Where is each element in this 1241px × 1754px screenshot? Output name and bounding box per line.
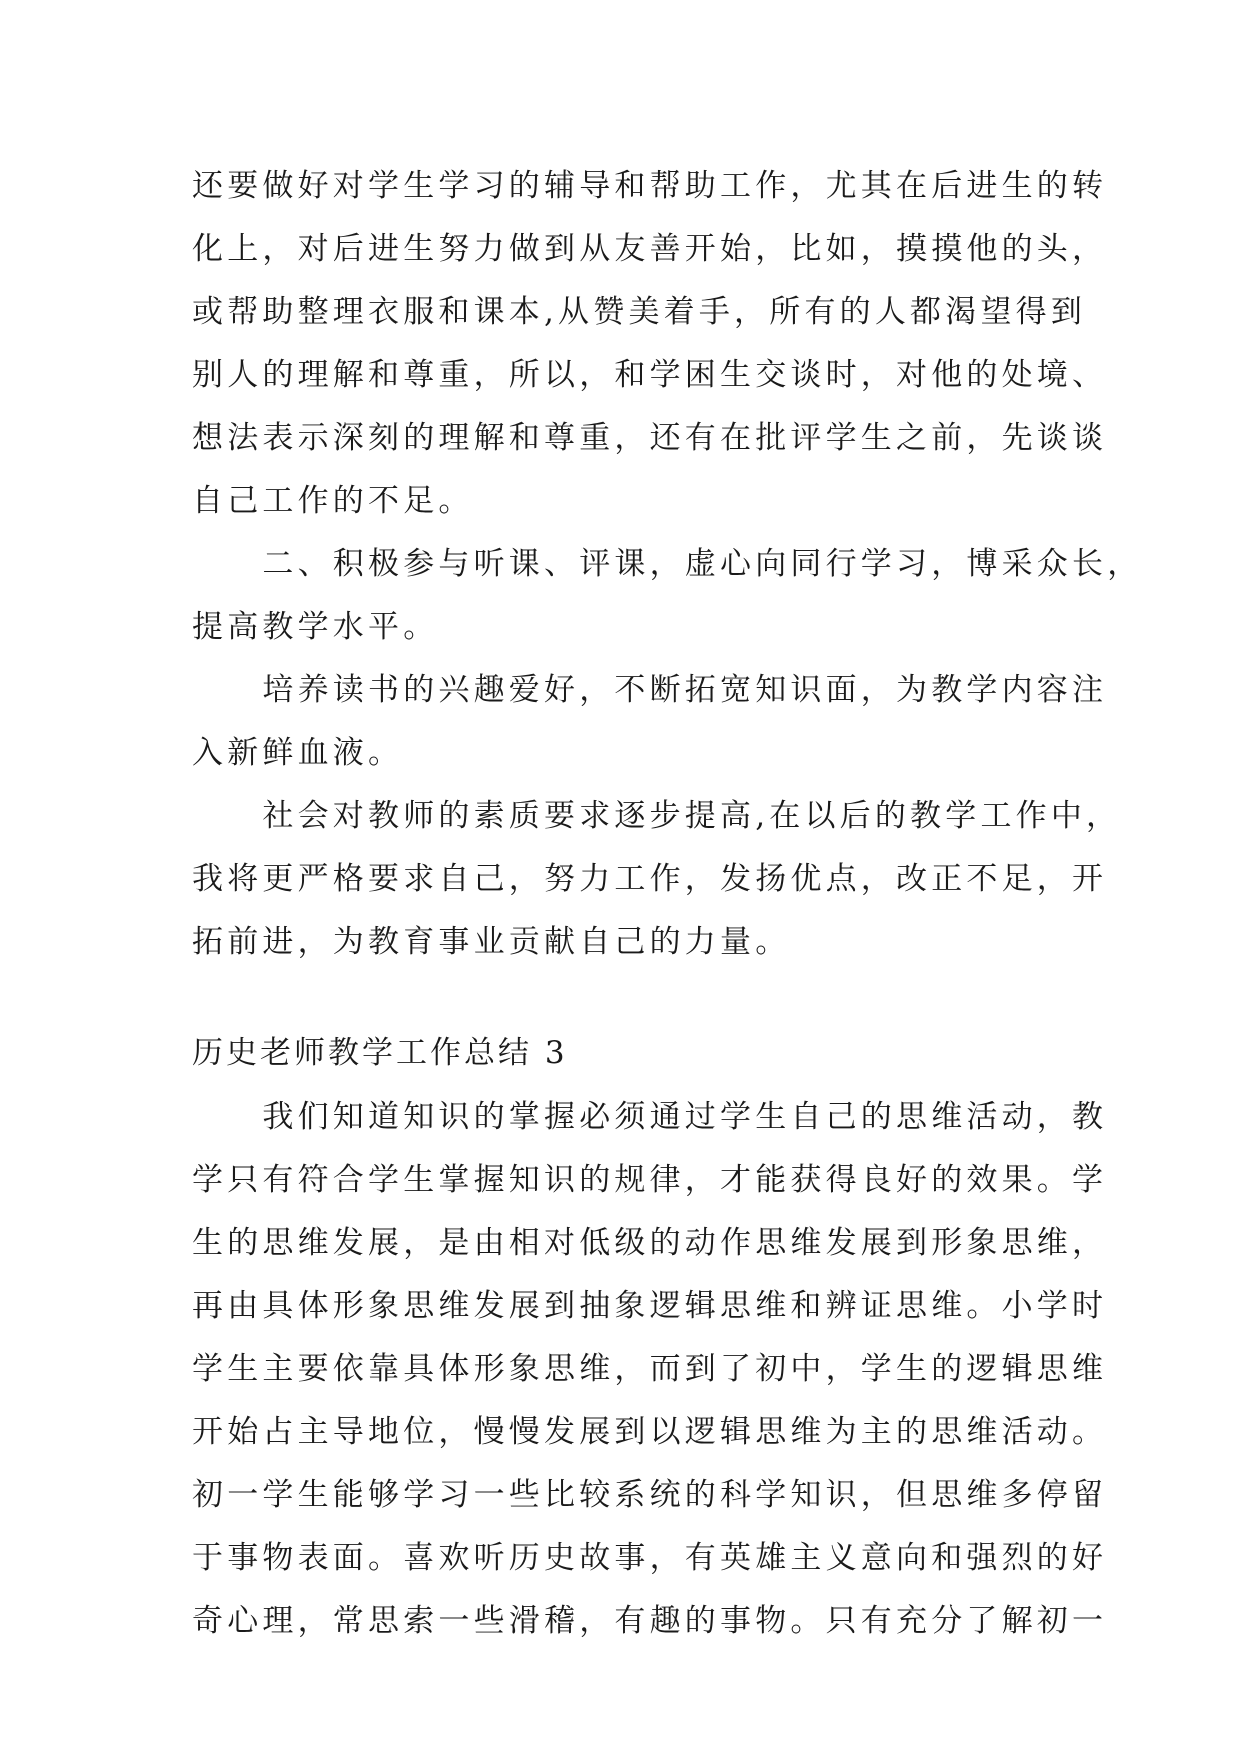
paragraph-line: 学生主要依靠具体形象思维，而到了初中，学生的逻辑思维 [192, 1351, 1108, 1387]
paragraph-line: 奇心理，常思索一些滑稽，有趣的事物。只有充分了解初一 [192, 1603, 1108, 1639]
paragraph-line: 或帮助整理衣服和课本,从赞美着手，所有的人都渴望得到 [192, 294, 1087, 330]
paragraph-line: 拓前进，为教育事业贡献自己的力量。 [192, 924, 791, 960]
paragraph-line: 入新鲜血液。 [192, 735, 404, 771]
paragraph-line: 培养读书的兴趣爱好，不断拓宽知识面，为教学内容注 [192, 672, 1108, 708]
section-heading: 历史老师教学工作总结 3 [192, 1035, 568, 1071]
paragraph-line: 别人的理解和尊重，所以，和学困生交谈时，对他的处境、 [192, 357, 1108, 393]
paragraph-line: 提高教学水平。 [192, 609, 439, 645]
paragraph-line: 我将更严格要求自己，努力工作，发扬优点，改正不足，开 [192, 861, 1108, 897]
paragraph-line: 于事物表面。喜欢听历史故事，有英雄主义意向和强烈的好 [192, 1540, 1108, 1576]
paragraph-line: 化上，对后进生努力做到从友善开始，比如，摸摸他的头， [192, 231, 1108, 267]
paragraph-line: 我们知道知识的掌握必须通过学生自己的思维活动，教 [192, 1099, 1108, 1135]
paragraph-line: 二、积极参与听课、评课，虚心向同行学习，博采众长， [192, 546, 1143, 582]
paragraph-line: 自己工作的不足。 [192, 483, 474, 519]
paragraph-line: 开始占主导地位，慢慢发展到以逻辑思维为主的思维活动。 [192, 1414, 1108, 1450]
paragraph-line: 再由具体形象思维发展到抽象逻辑思维和辨证思维。小学时 [192, 1288, 1108, 1324]
paragraph-line: 学只有符合学生掌握知识的规律，才能获得良好的效果。学 [192, 1162, 1108, 1198]
paragraph-line: 初一学生能够学习一些比较系统的科学知识，但思维多停留 [192, 1477, 1108, 1513]
paragraph-line: 生的思维发展，是由相对低级的动作思维发展到形象思维， [192, 1225, 1108, 1261]
paragraph-line: 还要做好对学生学习的辅导和帮助工作，尤其在后进生的转 [192, 168, 1108, 204]
paragraph-line: 想法表示深刻的理解和尊重，还有在批评学生之前，先谈谈 [192, 420, 1108, 456]
paragraph-line: 社会对教师的素质要求逐步提高,在以后的教学工作中， [192, 798, 1122, 834]
